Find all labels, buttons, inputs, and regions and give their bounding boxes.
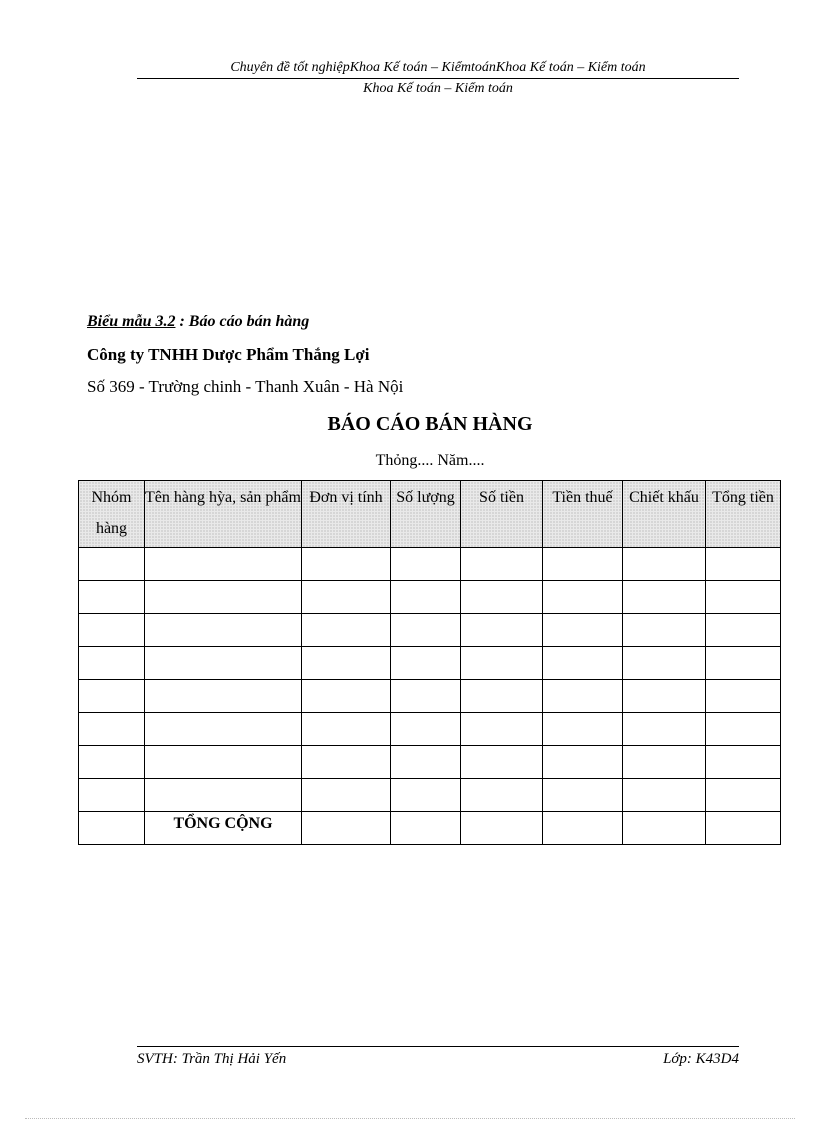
table-cell [302,680,391,713]
table-cell [543,713,623,746]
table-cell [302,779,391,812]
table-cell [145,581,302,614]
table-cell [302,614,391,647]
table-cell [623,812,706,845]
table-cell [302,647,391,680]
table-cell [79,647,145,680]
table-cell [302,746,391,779]
table-cell [543,647,623,680]
table-cell [391,713,461,746]
page-footer [137,1046,739,1067]
table-cell [302,812,391,845]
table-cell [391,548,461,581]
table-cell [623,548,706,581]
page-header [137,58,739,98]
table-cell [461,812,543,845]
class-code: Lớp: K43D4 [663,1051,739,1067]
table-cell [623,614,706,647]
table-cell [391,680,461,713]
table-row [79,647,781,680]
column-header: Số tiền [461,481,543,548]
table-cell [706,548,781,581]
table-cell [461,581,543,614]
table-cell [543,614,623,647]
table-header-row [79,481,781,548]
table-cell [391,614,461,647]
report-period: Thỏng.... Năm.... [375,452,485,469]
table-cell [706,746,781,779]
column-header: Tiền thuế [543,481,623,548]
table-cell [706,812,781,845]
table-cell [623,647,706,680]
table-cell [145,548,302,581]
table-cell [79,614,145,647]
table-cell [302,581,391,614]
table-cell [145,614,302,647]
table-cell [145,746,302,779]
table-cell [706,680,781,713]
company-address: Số 369 - Trường chinh - Thanh Xuân - Hà Nội [87,377,404,396]
column-header: Đơn vị tính [302,481,391,548]
table-cell [706,581,781,614]
table-cell [79,779,145,812]
table-cell [623,581,706,614]
table-cell [79,581,145,614]
table-cell [543,812,623,845]
table-row [79,548,781,581]
column-header: Số lượng [391,481,461,548]
table-cell [543,746,623,779]
column-header: Tổng tiền [706,481,781,548]
table-cell [623,746,706,779]
column-header: Tên hàng hỳa, sản phẩm [145,481,302,548]
table-cell [391,581,461,614]
table-cell [302,548,391,581]
table-cell [543,548,623,581]
table-cell [461,713,543,746]
table-cell [461,746,543,779]
header-line-2: Khoa Kế toán – Kiểm toán [363,81,513,96]
column-header: Chiết khấu [623,481,706,548]
table-cell [391,812,461,845]
table-cell [706,713,781,746]
table-cell [623,713,706,746]
table-cell [391,746,461,779]
student-name: SVTH: Trần Thị Hải Yến [137,1051,287,1067]
company-name: Công ty TNHH Dược Phẩm Thắng Lợi [87,345,370,364]
total-label: TỔNG CỘNG [145,812,302,845]
table-row [79,680,781,713]
table-cell [79,746,145,779]
column-header: Nhóm hàng [79,481,145,548]
table-cell [461,548,543,581]
table-cell [391,779,461,812]
table-cell [623,779,706,812]
table-row [79,614,781,647]
table-row [79,779,781,812]
table-cell [145,680,302,713]
header-line-1: Chuyên đề tốt nghiệpKhoa Kế toán – KiểmtoánKhoa Kế toán – Kiểm toán [137,58,739,79]
table-cell [543,581,623,614]
table-cell [145,647,302,680]
table-cell [706,614,781,647]
table-cell [145,713,302,746]
table-cell [79,680,145,713]
form-title [87,313,309,331]
table-cell [461,614,543,647]
table-cell [461,680,543,713]
table-cell [79,713,145,746]
total-row [79,812,781,845]
table-row [79,746,781,779]
table-cell [623,680,706,713]
table-cell [706,779,781,812]
table-row [79,713,781,746]
table-cell [391,647,461,680]
table-cell [543,680,623,713]
table-cell [461,647,543,680]
table-cell [543,779,623,812]
table-cell [302,713,391,746]
table-cell [79,548,145,581]
sales-report-table [78,480,781,845]
table-cell [145,779,302,812]
form-title-text: : Báo cáo bán hàng [175,313,310,330]
page-edge-divider [25,1118,795,1119]
table-cell [79,812,145,845]
table-row [79,581,781,614]
table-cell [461,779,543,812]
form-ref: Biểu mẫu 3.2 [87,313,176,330]
report-title: BÁO CÁO BÁN HÀNG [327,413,533,435]
table-cell [706,647,781,680]
